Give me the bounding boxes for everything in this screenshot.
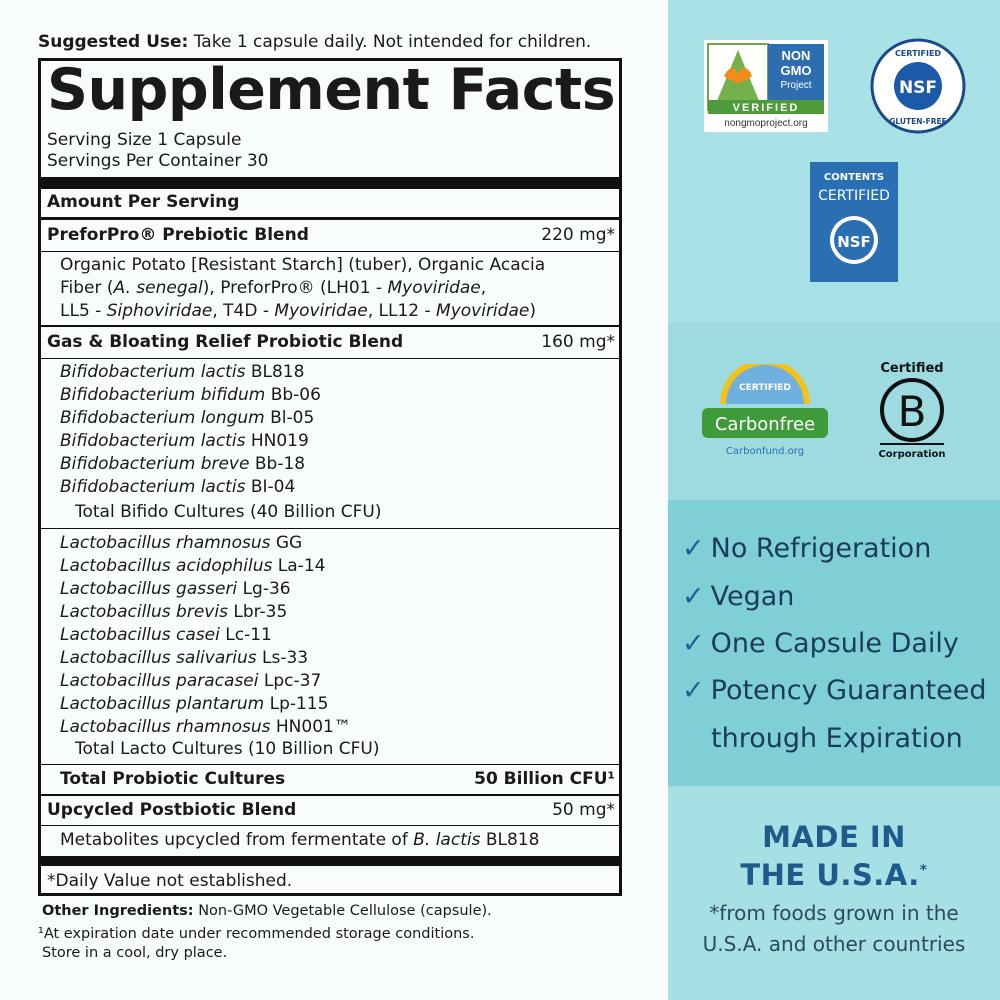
footnote-1: ¹At expiration date under recommended storage conditions. <box>38 926 475 942</box>
lacto-item: Lactobacillus rhamnosus HN001™ <box>60 717 351 737</box>
servings-per-container: Servings Per Container 30 <box>47 151 269 171</box>
svg-text:CERTIFIED: CERTIFIED <box>894 49 942 58</box>
check-icon: ✓ <box>682 581 705 612</box>
made-in-line1: MADE IN <box>762 820 906 854</box>
blend1-desc-line2: Fiber (A. senegal), PreforPro® (LH01 - Myoviridae, <box>60 278 487 298</box>
supplement-facts-panel <box>38 58 622 896</box>
thick-divider <box>41 856 619 866</box>
blend1-name: PreforPro® Prebiotic Blend <box>47 225 309 245</box>
bifido-item: Bifidobacterium lactis BL818 <box>60 362 305 382</box>
svg-text:Certified: Certified <box>880 361 944 376</box>
divider <box>41 325 619 327</box>
claim-vegan: ✓ Vegan <box>682 581 795 612</box>
blend2-row <box>47 332 615 352</box>
lacto-item: Lactobacillus acidophilus La-14 <box>60 556 326 576</box>
product-claims <box>668 500 1000 786</box>
svg-text:Corporation: Corporation <box>878 449 946 460</box>
made-sub1: *from foods grown in the <box>709 901 959 925</box>
svg-text:Carbonfund.org: Carbonfund.org <box>725 446 805 457</box>
made-in-usa <box>668 786 1000 1000</box>
nsf-contents-certified-icon <box>810 162 898 282</box>
check-icon: ✓ <box>682 675 705 706</box>
medium-divider <box>41 217 619 220</box>
blend3-amount: 50 mg* <box>552 800 615 820</box>
divider <box>41 358 619 359</box>
suggested-use-label: Suggested Use: <box>38 32 189 52</box>
total-probiotic-amount: 50 Billion CFU¹ <box>474 769 615 789</box>
bifido-item: Bifidobacterium breve Bb-18 <box>60 454 306 474</box>
blend3-name: Upcycled Postbiotic Blend <box>47 800 297 820</box>
claim-potency-line2: through Expiration <box>711 723 963 754</box>
svg-text:NON: NON <box>781 48 811 63</box>
blend3-desc: Metabolites upcycled from fermentate of B. lactis BL818 <box>60 830 540 850</box>
svg-text:CONTENTS: CONTENTS <box>823 172 885 183</box>
certifications-middle <box>668 322 1000 500</box>
thick-divider <box>41 177 619 189</box>
check-icon: ✓ <box>682 533 705 564</box>
claim-one-capsule: ✓ One Capsule Daily <box>682 628 959 659</box>
svg-text:GMO: GMO <box>780 63 812 78</box>
lacto-item: Lactobacillus paracasei Lpc-37 <box>60 671 322 691</box>
svg-text:B: B <box>897 387 927 436</box>
blend3-row <box>47 800 615 820</box>
lacto-item: Lactobacillus brevis Lbr-35 <box>60 602 288 622</box>
footnote-2: Store in a cool, dry place. <box>42 945 228 961</box>
lacto-item: Lactobacillus plantarum Lp-115 <box>60 694 329 714</box>
blend2-amount: 160 mg* <box>541 332 615 352</box>
check-icon: ✓ <box>682 628 705 659</box>
total-probiotic-name: Total Probiotic Cultures <box>60 769 286 789</box>
claim-no-refrigeration: ✓ No Refrigeration <box>682 533 932 564</box>
blend1-desc-line1: Organic Potato [Resistant Starch] (tuber), Organic Acacia <box>60 255 546 275</box>
non-gmo-verified-icon <box>704 40 828 132</box>
svg-text:GLUTEN-FREE: GLUTEN-FREE <box>889 117 947 126</box>
lacto-item: Lactobacillus rhamnosus GG <box>60 533 303 553</box>
svg-text:VERIFIED: VERIFIED <box>732 102 800 114</box>
certifications-top <box>668 0 1000 322</box>
nsf-gluten-free-icon <box>870 38 966 134</box>
claim-potency: ✓ Potency Guaranteed <box>682 675 987 706</box>
divider <box>41 764 619 765</box>
blend1-row <box>47 225 615 245</box>
serving-size: Serving Size 1 Capsule <box>47 130 242 150</box>
divider <box>41 825 619 826</box>
lacto-item: Lactobacillus casei Lc-11 <box>60 625 272 645</box>
svg-text:CERTIFIED: CERTIFIED <box>739 383 791 393</box>
divider <box>41 251 619 252</box>
suggested-use-text: Take 1 capsule daily. Not intended for children. <box>193 32 592 52</box>
badges-column <box>668 0 1000 1000</box>
divider <box>41 528 619 529</box>
lacto-total: Total Lacto Cultures (10 Billion CFU) <box>75 739 380 759</box>
blend2-name: Gas & Bloating Relief Probiotic Blend <box>47 332 404 352</box>
suggested-use <box>38 32 591 52</box>
bifido-item: Bifidobacterium lactis BI-04 <box>60 477 296 497</box>
other-ingredients: Other Ingredients: Non-GMO Vegetable Cellulose (capsule). <box>42 903 492 919</box>
bifido-total: Total Bifido Cultures (40 Billion CFU) <box>75 502 382 522</box>
svg-text:Project: Project <box>780 80 812 91</box>
total-probiotic-row <box>60 769 615 789</box>
bifido-item: Bifidobacterium lactis HN019 <box>60 431 309 451</box>
daily-value-note: *Daily Value not established. <box>47 871 293 891</box>
lacto-item: Lactobacillus gasseri Lg-36 <box>60 579 291 599</box>
svg-text:Carbonfree: Carbonfree <box>714 414 816 435</box>
facts-title: Supplement Facts <box>47 57 616 123</box>
svg-text:nongmoproject.org: nongmoproject.org <box>724 118 808 129</box>
svg-text:CERTIFIED: CERTIFIED <box>818 188 890 204</box>
lacto-item: Lactobacillus salivarius Ls-33 <box>60 648 309 668</box>
amount-per-serving: Amount Per Serving <box>47 192 240 212</box>
blend1-amount: 220 mg* <box>541 225 615 245</box>
blend1-desc-line3: LL5 - Siphoviridae, T4D - Myoviridae, LL12 - Myoviridae) <box>60 301 536 321</box>
carbonfree-icon <box>700 364 830 464</box>
bifido-item: Bifidobacterium bifidum Bb-06 <box>60 385 321 405</box>
b-corp-icon <box>870 358 960 464</box>
svg-text:NSF: NSF <box>837 233 871 251</box>
svg-text:NSF: NSF <box>898 78 938 98</box>
made-sub2: U.S.A. and other countries <box>702 932 966 956</box>
bifido-item: Bifidobacterium longum Bl-05 <box>60 408 315 428</box>
made-in-line2: THE U.S.A.* <box>740 858 928 892</box>
divider <box>41 794 619 796</box>
